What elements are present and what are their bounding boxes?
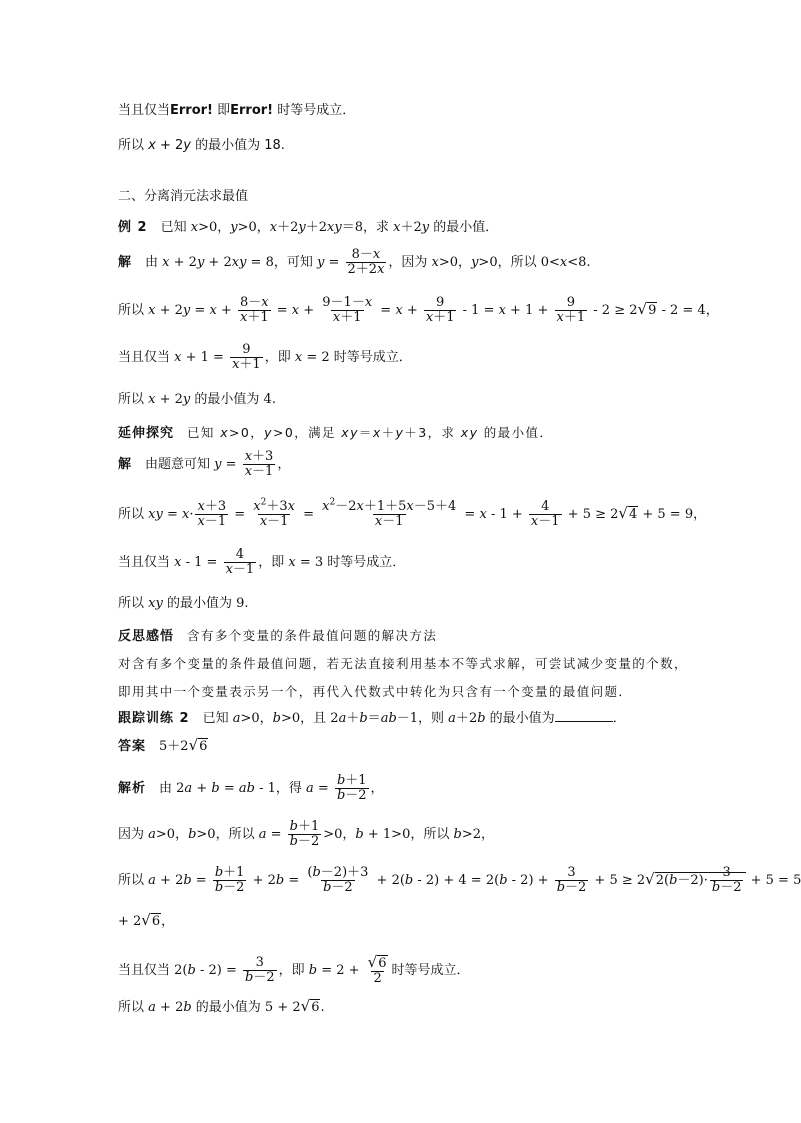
example-2-equality: 当且仅当 x + 1 = $\frac{9}{x+1}$ ，即 x = 2 时等号成立． bbox=[118, 342, 412, 372]
analysis-label: 解析 bbox=[118, 781, 147, 796]
section-heading: 二、分离消元法求最值 bbox=[118, 189, 249, 204]
extension-equality: 当且仅当 x - 1 = $\frac{4}{x-1}$ ，即 x = 3 时等号成立． bbox=[118, 547, 406, 577]
answer-line bbox=[118, 737, 208, 755]
equality-condition-prev: 当且仅当Error! 即Error! 时等号成立． bbox=[118, 103, 356, 118]
example-2-solution-intro: 解 由 x + 2y + 2xy = 8，可知 y = $\frac{8-x}{2+2x}$ ，因为 x>0，y>0，所以 0<x<8. bbox=[118, 247, 591, 277]
reflection-label: 反思感悟 bbox=[118, 629, 175, 644]
answer-blank bbox=[555, 710, 613, 722]
extension-conclusion: 所以 xy 的最小值为 9. bbox=[118, 596, 249, 611]
analysis-conclusion: 所以 a + 2b 的最小值为 5 + 2√6. bbox=[118, 997, 325, 1015]
analysis-equality: 当且仅当 2(b - 2) = $\frac{3}{b-2}$ ，即 b = 2 + $\frac{√6}{2}$ 时等号成立． bbox=[118, 953, 470, 986]
extension-solution-intro: 解 由题意可知 y = $\frac{x+3}{x-1}$ ， bbox=[118, 449, 291, 479]
example-2-step1: 所以 x + 2y = x + $\frac{8-x}{x+1}$ = x + $\frac{9-1-x}{x+1}$ = x + $\frac{9}{x+1}$ - 1 = x + 1 + $\frac{9}{x+1}$ - 2 ≥ 2√9 - 2 = 4， bbox=[118, 295, 719, 325]
reflection-body-line2: 即用其中一个变量表示另一个，再代入代数式中转化为只含有一个变量的最值问题． bbox=[118, 684, 633, 699]
example-label: 例 2 bbox=[118, 220, 148, 235]
example-2-conclusion: 所以 x + 2y 的最小值为 4. bbox=[118, 392, 276, 407]
analysis-step3: 所以 a + 2b = $\frac{b+1}{b-2}$ + 2b = $\frac{(b-2)+3}{b-2}$ + 2(b - 2) + 4 = 2(b - 2) + $\frac{3}{b-2}$ + 5 ≥ 2√2(b－2)· $\frac{3}{b-2}$ + 5 = 5 bbox=[118, 865, 801, 895]
reflection-title: 反思感悟 含有多个变量的条件最值问题的解决方法 bbox=[118, 628, 438, 644]
training-2-problem: 跟踪训练 2 已知 a>0，b>0，且 2a＋b＝ab－1，则 a＋2b 的最小值为 ． bbox=[118, 711, 626, 726]
extension-label: 延伸探究 bbox=[118, 426, 175, 441]
extension-step1: 所以 xy = x· $\frac{x+3}{x-1}$ = $\frac{x^2+3x}{x-1}$ = $\frac{x^2-2x+1+5x-5+4}{x-1}$ = x - 1 + $\frac{4}{x-1}$ + 5 ≥ 2√4 + 5 = 9， bbox=[118, 497, 707, 529]
analysis-step3-cont: + 2√6， bbox=[118, 911, 175, 929]
training-label: 跟踪训练 2 bbox=[118, 711, 190, 726]
answer-label: 答案 bbox=[118, 739, 147, 754]
example-2-problem: 例 2 已知 x>0，y>0，x＋2y＋2xy＝8，求 x＋2y 的最小值． bbox=[118, 220, 499, 235]
extension-problem: 延伸探究 已知 x>0，y>0，满足 xy＝x＋y＋3，求 xy 的最小值． bbox=[118, 425, 554, 441]
answer-value: 5＋2√6 bbox=[159, 736, 208, 754]
reflection-body-line1: 对含有多个变量的条件最值问题，若无法直接利用基本不等式求解，可尝试减少变量的个数， bbox=[118, 656, 688, 671]
analysis-step1: 解析 由 2a + b = ab - 1，得 a = $\frac{b+1}{b-2}$ ， bbox=[118, 773, 384, 803]
analysis-step2: 因为 a>0，b>0，所以 a = $\frac{b+1}{b-2}$ >0，b + 1>0，所以 b>2， bbox=[118, 819, 494, 849]
conclusion-prev: 所以 x + 2y 的最小值为 18. bbox=[118, 138, 285, 153]
